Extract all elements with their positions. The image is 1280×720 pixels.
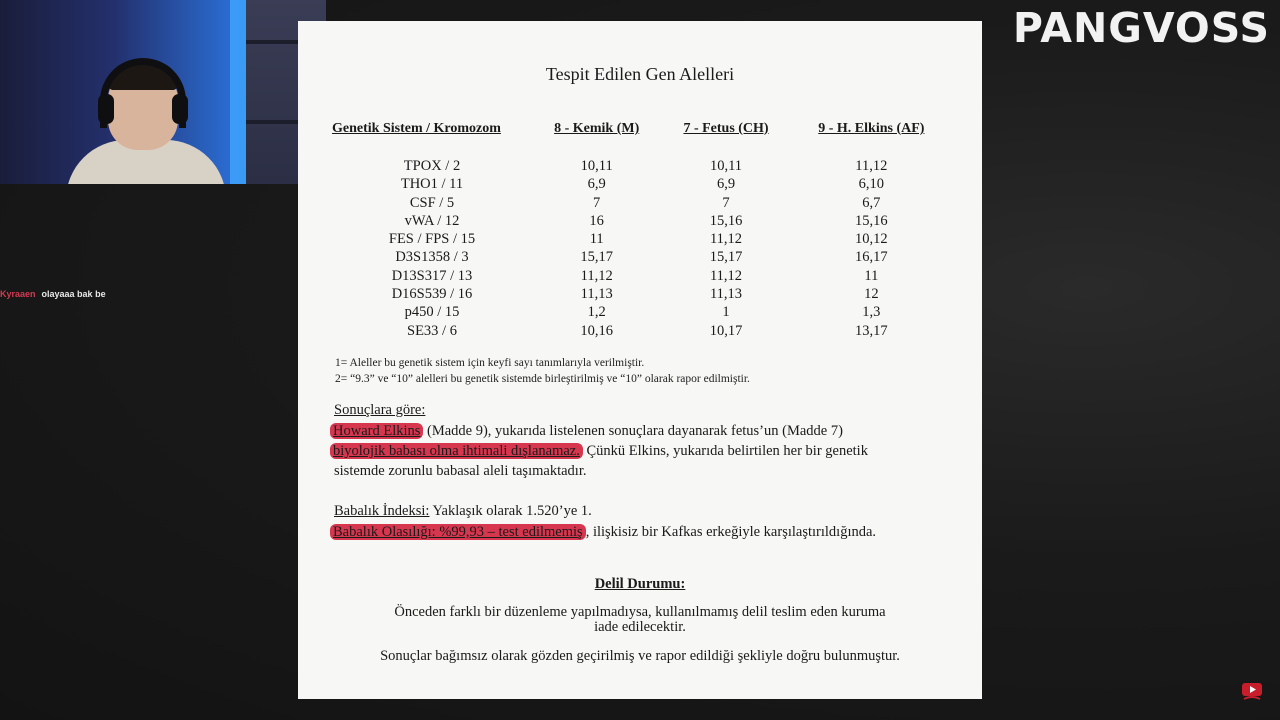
table-cell: 7: [722, 194, 730, 211]
table-cell: 10,11: [709, 158, 743, 174]
evidence-heading: Delil Durumu:: [594, 576, 686, 592]
evidence-line: Sonuçlar bağımsız olarak gözden geçirilmiş ve rapor edildiği şekliyle doğru bulunmuştur.: [380, 648, 900, 664]
table-cell: CSF / 5: [409, 194, 455, 211]
table-row: [332, 322, 952, 340]
table-cell: 11,13: [709, 286, 743, 303]
table-cell: 15,17: [580, 249, 613, 266]
table-row: [332, 285, 952, 303]
table-cell: 1,2: [587, 304, 606, 321]
table-row: [332, 212, 952, 230]
table-cell: 11,13: [580, 286, 613, 303]
chat-text: olayaaa bak be: [41, 289, 106, 299]
table-cell: 10,17: [709, 322, 743, 339]
table-cell: 6,10: [858, 176, 885, 193]
table-cell: 12: [864, 286, 879, 303]
table-cell: FES / FPS / 15: [388, 231, 476, 248]
webcam-overlay: [0, 0, 326, 184]
document-page: [298, 21, 982, 699]
footnote: 1= Aleller bu genetik sistem için keyfi sayı tanımlarıyla verilmiştir.: [335, 357, 645, 369]
table-cell: D3S1358 / 3: [395, 249, 469, 266]
table-cell: p450 / 15: [404, 304, 460, 321]
highlight-exclusion: biyolojik babası olma ihtimali dışlanamaz.: [330, 443, 583, 459]
table-cell: 10,16: [580, 322, 613, 339]
table-cell: TPOX / 2: [403, 158, 461, 174]
table-cell: SE33 / 6: [407, 322, 457, 339]
table-cell: 16: [589, 212, 604, 229]
table-cell: 11,12: [855, 158, 888, 174]
paternity-probability: Babalık Olasılığı: %99,93 – test edilmemiş , ilişkisiz bir Kafkas erkeğiyle karşılaştırıldığında.: [330, 522, 980, 542]
paternity-index-value: Yaklaşık olarak 1.520’ye 1.: [429, 503, 592, 519]
column-header: 8 - Kemik (M): [554, 121, 640, 136]
table-cell: 16,17: [855, 249, 888, 266]
youtube-icon: [1241, 682, 1263, 702]
paternity-index: [334, 501, 974, 521]
chat-message: [0, 289, 106, 299]
table-cell: 10,11: [580, 158, 613, 174]
table-cell: 6,9: [587, 176, 606, 193]
table-cell: 6,9: [716, 176, 736, 193]
paternity-index-label: Babalık İndeksi:: [334, 503, 430, 519]
table-cell: 1,3: [862, 304, 881, 321]
results-heading: Sonuçlara göre:: [334, 402, 426, 418]
table-cell: 15,17: [709, 249, 743, 266]
table-cell: 15,16: [709, 212, 743, 229]
column-header: 9 - H. Elkins (AF): [818, 121, 925, 136]
table-row: [332, 230, 952, 248]
channel-logo: PANGVOSS: [1012, 4, 1270, 52]
results-paragraph: Howard Elkins (Madde 9), yukarıda listelenen sonuçlara dayanarak fetus’un (Madde 7) biyolojik babası olma ihtimali dışlanamaz. Çünkü Elkins, yukarıda belirtilen her bir genetik sistemde zorunlu babasal aleli taşımaktadır.: [330, 421, 980, 481]
table-cell: 7: [593, 194, 601, 211]
column-header: Genetik Sistem / Kromozom: [332, 121, 501, 136]
chat-username: Kyraaen: [0, 289, 36, 299]
table-row: [332, 303, 952, 321]
led-light: [230, 0, 246, 184]
document-title: Tespit Edilen Gen Alelleri: [545, 64, 735, 84]
table-cell: 13,17: [855, 322, 888, 339]
highlight-name: Howard Elkins: [330, 423, 423, 439]
table-body: [332, 157, 952, 340]
table-cell: vWA / 12: [404, 212, 460, 229]
table-cell: 1: [722, 304, 730, 321]
table-cell: 6,7: [862, 194, 881, 211]
allele-table: [332, 121, 952, 340]
table-cell: 11: [864, 267, 879, 284]
highlight-probability: Babalık Olasılığı: %99,93 – test edilmemiş: [330, 524, 586, 540]
table-cell: D13S317 / 13: [391, 267, 473, 284]
table-cell: 11,12: [709, 267, 743, 284]
table-header-row: [332, 121, 952, 157]
evidence-line: iade edilecektir.: [594, 619, 686, 635]
table-row: [332, 194, 952, 212]
table-cell: 10,12: [855, 231, 888, 248]
table-cell: 11,12: [709, 231, 743, 248]
footnotes: [335, 355, 750, 387]
table-row: [332, 157, 952, 175]
table-row: [332, 248, 952, 266]
table-row: [332, 175, 952, 193]
column-header: 7 - Fetus (CH): [683, 121, 769, 136]
table-cell: 11: [589, 231, 604, 248]
evidence-line: Önceden farklı bir düzenleme yapılmadıysa, kullanılmamış delil teslim eden kuruma: [394, 604, 886, 620]
footnote: 2= “9.3” ve “10” alelleri bu genetik sistemde birleştirilmiş ve “10” olarak rapor edilmiştir.: [335, 373, 750, 385]
table-cell: 11,12: [580, 267, 613, 284]
table-cell: D16S539 / 16: [391, 286, 473, 303]
table-cell: 15,16: [855, 212, 888, 229]
table-row: [332, 267, 952, 285]
table-cell: THO1 / 11: [400, 176, 464, 193]
